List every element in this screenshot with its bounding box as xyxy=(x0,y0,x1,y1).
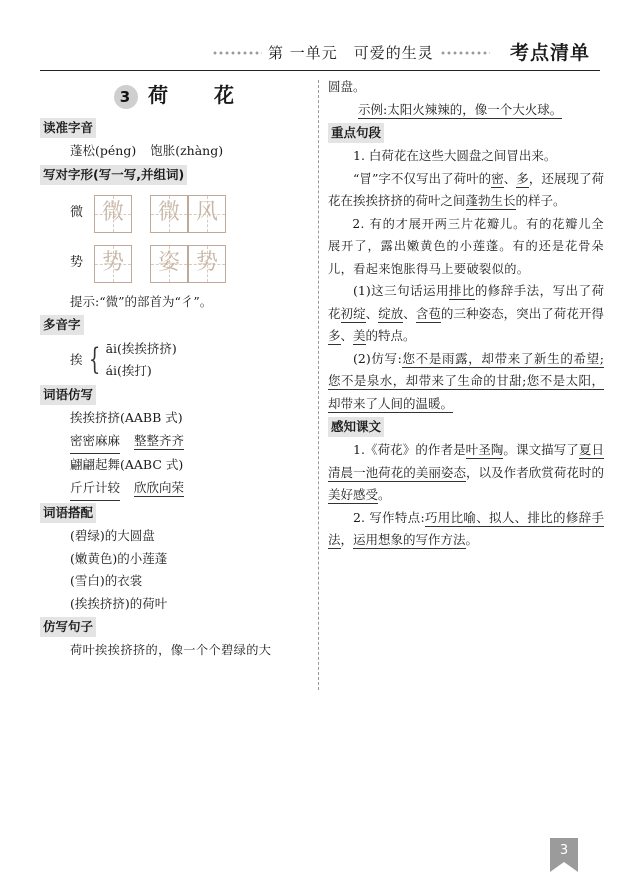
answer-word: 绽放 xyxy=(378,305,404,321)
answer-word: 密密麻麻 xyxy=(70,430,120,455)
tianzige-cell: 风 xyxy=(188,195,226,233)
answer-text: 您不是雨露，却带来了新生的希望;您不是泉水，却带来了生命的甘甜;您不是太阳，却带来了人间的温暖。 xyxy=(328,350,604,411)
section-sentence-imitation: 仿写句子 xyxy=(40,617,96,637)
section-polyphone: 多音字 xyxy=(40,315,84,335)
glyph-row xyxy=(40,241,310,287)
sentence-prompt: 荷叶挨挨挤挤的，像一个个碧绿的大 xyxy=(70,643,272,657)
answer-word: 初绽 xyxy=(340,305,366,321)
answer-word: 排比 xyxy=(448,283,475,298)
section-key-sentences: 重点句段 xyxy=(328,123,384,143)
imitation-answer: (2)仿写:您不是雨露，却带来了新生的希望;您不是泉水，却带来了生命的甘甜;您不是太阳，却带来了人间的温暖。 xyxy=(328,350,604,411)
answer-word: 巧用比喻、拟人、排比的修辞手法 xyxy=(328,509,604,547)
key-sentence: 2. 有的才展开两三片花瓣儿。有的花瓣儿全展开了，露出嫩黄色的小莲蓬。有的还是花骨朵儿，看起来饱胀得马上要破裂似的。 xyxy=(328,216,604,276)
collocation-item: (挨挨挤挤)的荷叶 xyxy=(70,595,168,611)
example-answer: 示例:太阳火辣辣的，像一个大火球。 xyxy=(358,101,563,117)
polyphone-reading: āi(挨挨挤挤) xyxy=(105,341,177,356)
imitation-line: 挨挨挤挤(AABB 式) xyxy=(70,410,183,425)
collocation-item: (嫩黄色)的小莲蓬 xyxy=(70,550,168,566)
answer-word: 美好感受 xyxy=(328,487,379,502)
unit-title-text: 第 一单元 可爱的生灵 xyxy=(268,44,434,62)
glyph-label: 微 xyxy=(70,205,84,221)
lesson-number: 3 xyxy=(114,85,138,109)
tianzige-cell: 姿 xyxy=(150,245,188,283)
glyph-label: 势 xyxy=(70,255,84,271)
section-pronunciation: 读准字音 xyxy=(40,118,96,138)
glyph-row xyxy=(40,191,310,237)
pronunciation-items xyxy=(40,140,310,163)
answer-word: 密 xyxy=(491,170,504,186)
tianzige-cell: 微 xyxy=(94,195,132,233)
dots-decoration xyxy=(440,51,490,55)
tianzige-cell: 势 xyxy=(188,245,226,283)
answer-word: 美 xyxy=(353,328,366,343)
lesson-title xyxy=(40,84,310,114)
section-title: 考点清单 xyxy=(509,42,590,64)
unit-title xyxy=(212,42,490,63)
answer-word: 蓬勃生长 xyxy=(465,193,516,208)
imitation-line: 翩翩起舞(AABC 式) xyxy=(70,457,184,472)
pronunciation-item: 饱胀(zhàng) xyxy=(150,143,224,158)
sentence-continuation: 圆盘。 xyxy=(328,79,366,94)
answer-word: 欣欣向荣 xyxy=(134,479,185,495)
right-column xyxy=(328,76,604,552)
lesson-name: 荷 花 xyxy=(148,83,236,107)
perception-item: 1.《荷花》的作者是叶圣陶。课文描写了夏日清晨一池荷花的美丽姿态，以及作者欣赏荷花时的美好感受。 xyxy=(328,442,604,502)
section-collocation: 词语搭配 xyxy=(40,503,96,523)
pronunciation-item: 蓬松(péng) xyxy=(70,143,137,158)
answer-word: 夏日清晨一池荷花的美丽姿态 xyxy=(328,442,604,480)
glyph-hint: 提示:“微”的部首为“彳”。 xyxy=(70,293,213,309)
dots-decoration xyxy=(212,51,262,55)
column-divider xyxy=(318,80,319,690)
tianzige-cell: 微 xyxy=(150,195,188,233)
answer-word: 含苞 xyxy=(415,305,441,321)
section-imitation: 词语仿写 xyxy=(40,385,96,405)
answer-word: 叶圣陶 xyxy=(465,442,504,457)
key-analysis: “冒”字不仅写出了荷叶的密、多，还展现了荷花在挨挨挤挤的荷叶之间蓬勃生长的样子。 xyxy=(328,170,604,208)
left-column xyxy=(40,84,310,662)
imitation-line xyxy=(40,477,310,502)
perception-item: 2. 写作特点:巧用比喻、拟人、排比的修辞手法，运用想象的写作方法。 xyxy=(328,509,604,547)
answer-word: 多 xyxy=(516,170,529,186)
section-glyphs: 写对字形(写一写,并组词) xyxy=(40,165,187,185)
polyphone-reading: ái(挨打) xyxy=(105,363,152,378)
key-sentence: 1. 白荷花在这些大圆盘之间冒出来。 xyxy=(353,148,557,163)
collocation-item: (碧绿)的大圆盘 xyxy=(70,528,155,543)
answer-word: 多 xyxy=(328,328,341,343)
key-analysis: (1)这三句话运用排比的修辞手法，写出了荷花初绽、绽放、含苞的三种姿态，突出了荷花开得多、美的特点。 xyxy=(328,283,604,343)
brace-icon: { xyxy=(88,342,100,377)
answer-word: 运用想象的写作方法 xyxy=(353,532,466,547)
imitation-line xyxy=(40,430,310,455)
collocation-item: (雪白)的衣裳 xyxy=(70,573,143,588)
polyphone-char: 挨 xyxy=(70,351,83,367)
page-header xyxy=(40,38,600,71)
polyphone-block xyxy=(40,337,310,383)
answer-word: 斤斤计较 xyxy=(70,477,120,502)
page-number: 3 xyxy=(550,838,578,872)
section-perception: 感知课文 xyxy=(328,417,384,437)
answer-word: 整整齐齐 xyxy=(134,432,185,448)
tianzige-cell: 势 xyxy=(94,245,132,283)
example-line xyxy=(328,99,604,122)
